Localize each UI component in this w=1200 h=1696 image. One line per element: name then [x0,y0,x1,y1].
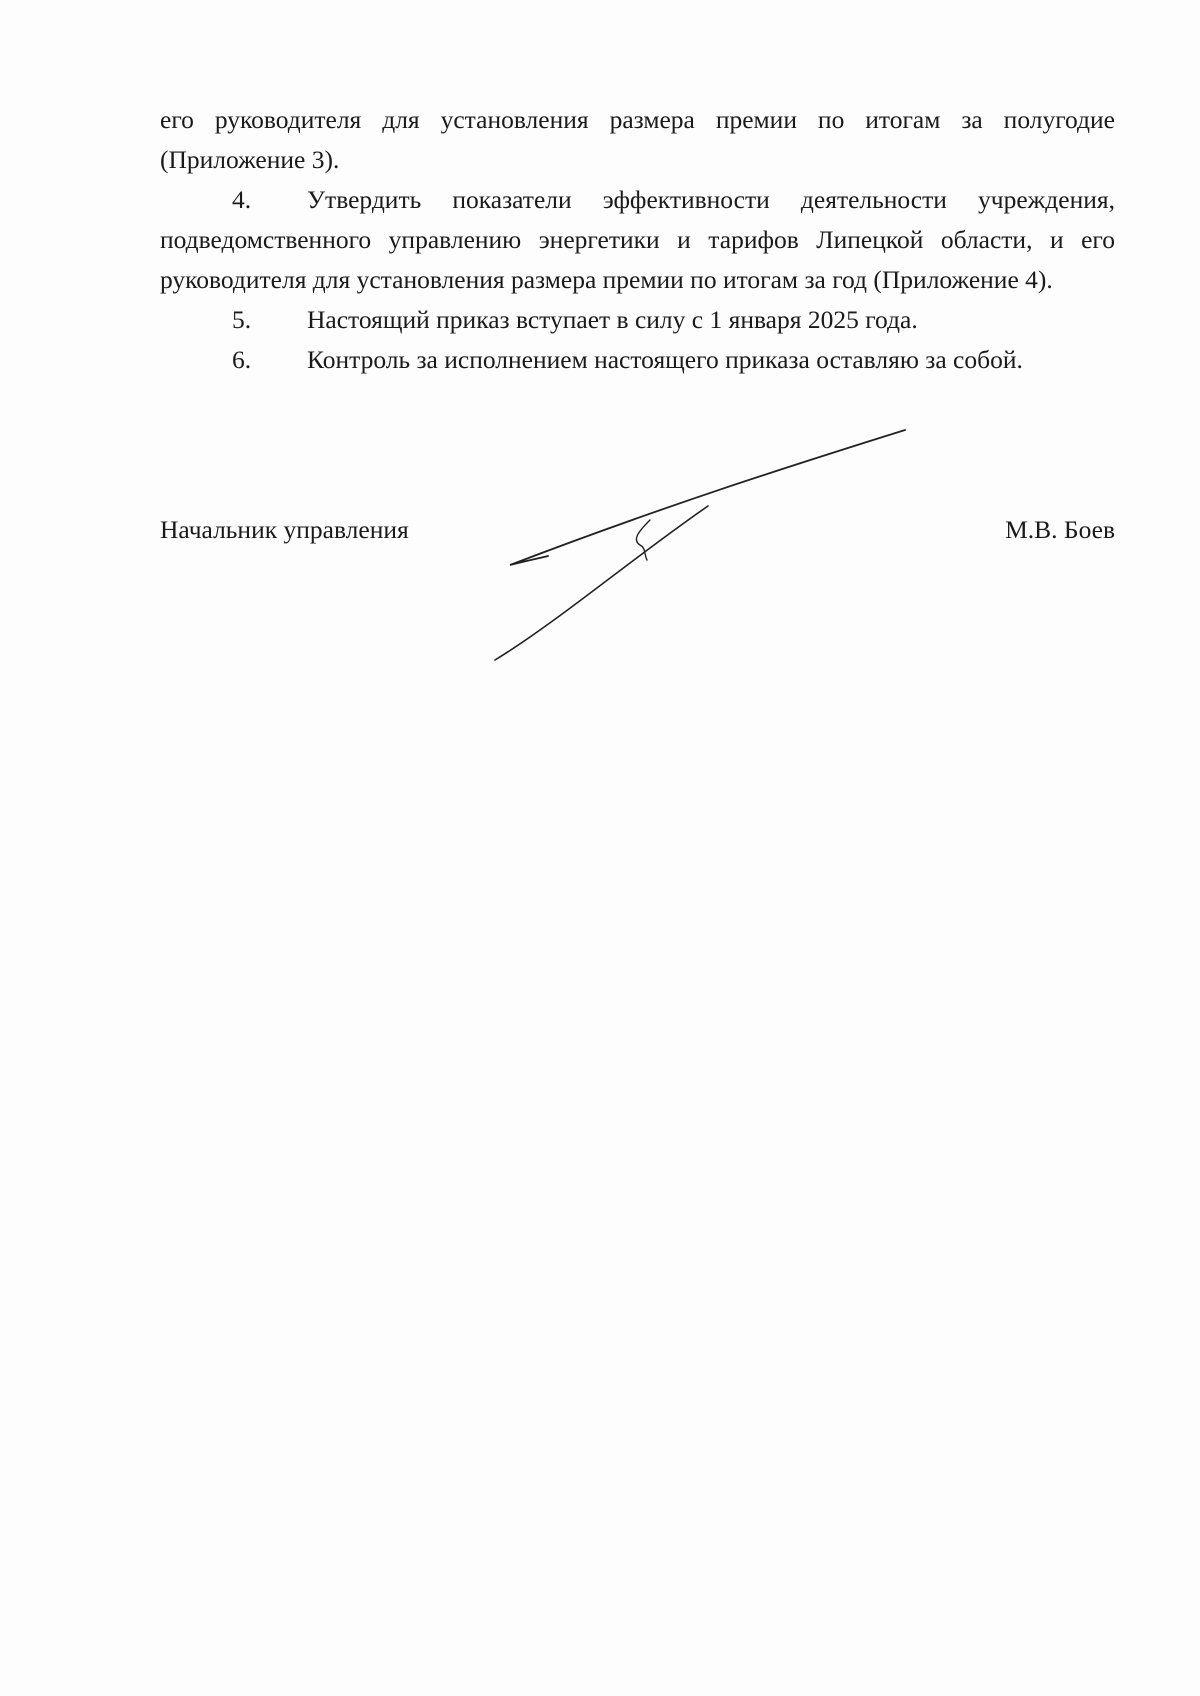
list-item-4 [160,180,1115,300]
list-item-6 [160,340,1115,380]
list-item-number: 4. [232,185,252,214]
signatory-name: М.В. Боев [1005,515,1115,544]
list-item-number: 6. [232,345,252,374]
list-item-text: Настоящий приказ вступает в силу с 1 января 2025 года. [307,305,918,334]
list-item-text: Утвердить показатели эффективности деятельности учреждения, подведомственного управлению энергетики и тарифов Липецкой области, и его руководителя для установления размера премии по итогам за год (Приложение 4). [160,185,1115,294]
document-body [160,100,1115,380]
position-title: Начальник управления [160,515,409,544]
list-item-number: 5. [232,305,252,334]
list-item-text: Контроль за исполнением настоящего приказа оставляю за собой. [307,345,1023,374]
handwritten-signature [480,420,920,680]
list-item-5 [160,300,1115,340]
paragraph-continuation: его руководителя для установления размера премии по итогам за полугодие (Приложение 3). [160,105,1115,174]
